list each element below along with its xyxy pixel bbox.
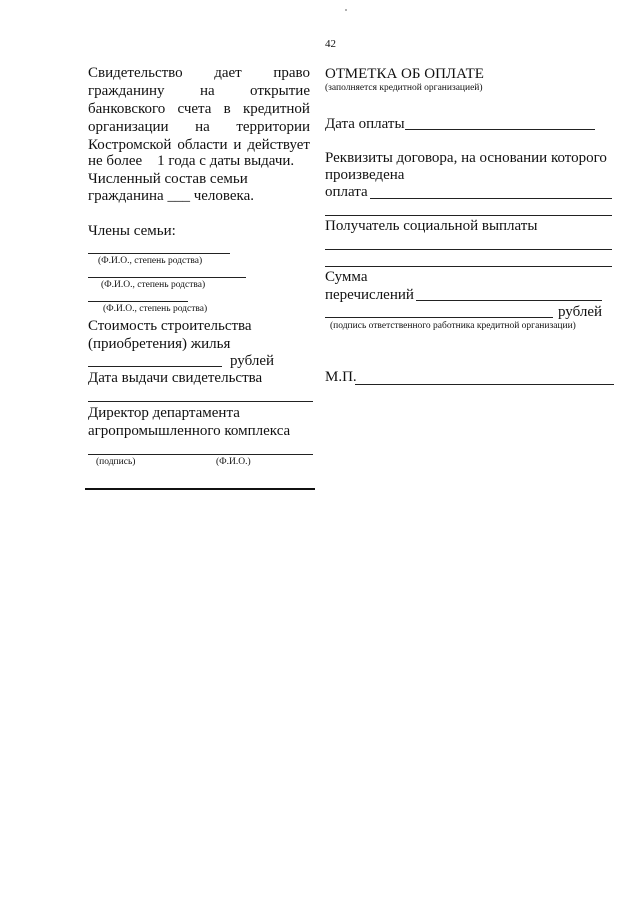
member-1-caption: (Ф.И.О., степень родства): [98, 256, 203, 266]
transfers-label: перечислений: [325, 287, 414, 303]
certificate-text-line-6: не более 1 года с даты выдачи.: [88, 153, 295, 169]
certificate-text-line-5: Костромской области и действует: [88, 137, 310, 153]
family-size-line-1: Численный состав семьи: [88, 171, 248, 187]
family-size-line-2: гражданина ___ человека.: [88, 188, 255, 204]
sum-rubles: рублей: [558, 304, 603, 320]
member-3-line: [88, 301, 188, 302]
contract-details-line-1: Реквизиты договора, на основании которого: [325, 150, 607, 166]
transfers-amount-line: [416, 300, 602, 301]
scan-speck: [345, 9, 347, 11]
stamp-place: М.П.: [325, 369, 357, 385]
director-title-line-1: Директор департамента: [88, 405, 240, 421]
recipient-label: Получатель социальной выплаты: [325, 218, 538, 234]
family-members-label: Члены семьи:: [88, 223, 176, 239]
issue-date-line: [88, 401, 313, 402]
recipient-line-b: [325, 266, 612, 267]
member-2-caption: (Ф.И.О., степень родства): [101, 280, 206, 290]
certificate-text-line-2: гражданину на открытие: [88, 83, 310, 99]
certificate-text-line-3: банковского счета в кредитной: [88, 101, 310, 117]
left-bottom-rule: [85, 488, 315, 490]
certificate-text-line-4: организации на территории: [88, 119, 310, 135]
payment-date-line: [405, 129, 595, 130]
member-1-line: [88, 253, 230, 254]
contract-details-line-2: произведена: [325, 167, 405, 183]
responsible-signature-note: (подпись ответственного работника кредитной организации): [330, 321, 576, 331]
fio-caption: (Ф.И.О.): [216, 457, 251, 467]
recipient-line-a: [325, 249, 612, 250]
contract-details-line-a: [370, 198, 612, 199]
housing-cost-amount-line: [88, 366, 222, 367]
housing-cost-line-2: (приобретения) жилья: [88, 336, 231, 352]
member-2-line: [88, 277, 246, 278]
director-title-line-2: агропромышленного комплекса: [88, 423, 291, 439]
sum-label: Сумма: [325, 269, 368, 285]
sum-amount-line: [325, 317, 553, 318]
payment-mark-heading: ОТМЕТКА ОБ ОПЛАТЕ: [325, 66, 484, 82]
page-number: 42: [325, 38, 336, 50]
issue-date-label: Дата выдачи свидетельства: [88, 370, 263, 386]
signature-caption: (подпись): [96, 457, 136, 467]
housing-cost-line-1: Стоимость строительства: [88, 318, 252, 334]
payment-date-label: Дата оплаты: [325, 116, 405, 132]
contract-details-line-3: оплата: [325, 184, 368, 200]
member-3-caption: (Ф.И.О., степень родства): [103, 304, 208, 314]
certificate-text-line-1: Свидетельство дает право: [88, 65, 310, 81]
housing-cost-rubles: рублей: [230, 353, 275, 369]
payment-mark-note: (заполняется кредитной организацией): [325, 83, 483, 93]
director-signature-line: [88, 454, 313, 455]
contract-details-line-b: [325, 215, 612, 216]
stamp-line: [355, 384, 614, 385]
